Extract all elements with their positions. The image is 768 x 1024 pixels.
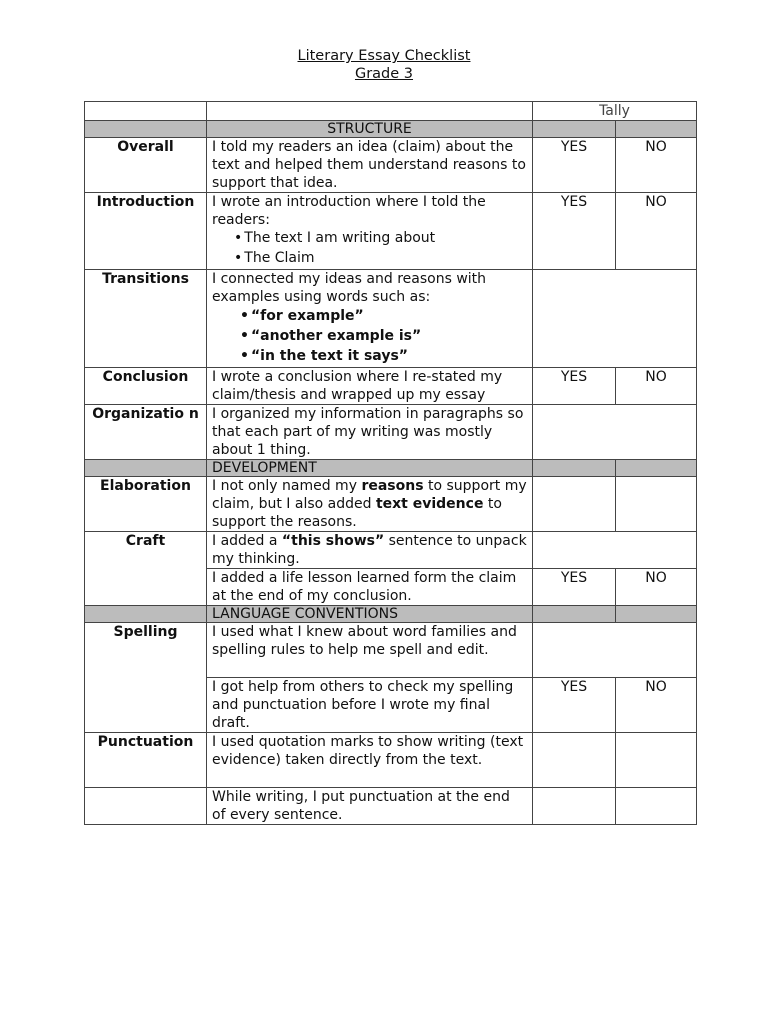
- subtitle-text: Grade 3: [354, 66, 414, 82]
- text-run-bold: reasons: [361, 478, 424, 494]
- introduction-bullet-list: [212, 229, 527, 267]
- table-row: [85, 532, 697, 569]
- no-cell[interactable]: NO: [616, 138, 697, 193]
- table-row: [85, 193, 697, 270]
- section-cell-empty: [85, 460, 207, 477]
- item-craft-1: [207, 532, 533, 569]
- category-punctuation: Punctuation: [85, 733, 207, 788]
- tally-cell-empty[interactable]: [533, 477, 616, 532]
- item-transitions-text: I connected my ideas and reasons with examples using words such as:: [212, 271, 487, 305]
- section-cell-empty: [533, 606, 616, 623]
- table-row: [85, 623, 697, 678]
- tally-cell-empty[interactable]: [533, 788, 616, 825]
- section-row-language: [85, 606, 697, 623]
- section-label-structure: STRUCTURE: [207, 121, 533, 138]
- section-cell-empty: [616, 121, 697, 138]
- tally-cell-empty[interactable]: [533, 405, 697, 460]
- yes-cell[interactable]: YES: [533, 138, 616, 193]
- list-item: • The Claim: [212, 249, 527, 267]
- item-craft-2: I added a life lesson learned form the claim at the end of my conclusion.: [207, 569, 533, 606]
- text-run: I added a: [212, 533, 282, 549]
- checklist-table: [84, 101, 697, 825]
- section-label-development: DEVELOPMENT: [207, 460, 533, 477]
- no-cell[interactable]: NO: [616, 193, 697, 270]
- title-text: Literary Essay Checklist: [297, 48, 471, 64]
- list-item: • “in the text it says”: [212, 346, 527, 366]
- table-row: [85, 477, 697, 532]
- category-overall: Overall: [85, 138, 207, 193]
- header-cell-empty: [85, 102, 207, 121]
- section-cell-empty: [533, 460, 616, 477]
- transitions-bullet-list: [212, 306, 527, 366]
- item-elaboration: [207, 477, 533, 532]
- no-cell[interactable]: NO: [616, 569, 697, 606]
- tally-cell-empty[interactable]: [616, 477, 697, 532]
- table-row: [85, 405, 697, 460]
- item-organization: I organized my information in paragraphs so that each part of my writing was mostly about 1 thing.: [207, 405, 533, 460]
- item-punctuation-2: While writing, I put punctuation at the end of every sentence.: [207, 788, 533, 825]
- list-item: • “for example”: [212, 306, 527, 326]
- item-overall: I told my readers an idea (claim) about the text and helped them understand reasons to support that idea.: [207, 138, 533, 193]
- page-title: [0, 47, 768, 65]
- section-cell-empty: [616, 606, 697, 623]
- text-run: sentence to unpack my thinking.: [212, 533, 527, 567]
- tally-cell-empty[interactable]: [616, 788, 697, 825]
- text-run: to support the reasons.: [212, 496, 502, 530]
- header-cell-empty: [207, 102, 533, 121]
- table-row: [85, 138, 697, 193]
- tally-cell-empty[interactable]: [533, 532, 697, 569]
- list-item: • “another example is”: [212, 326, 527, 346]
- table-row: [85, 270, 697, 368]
- category-introduction: Introduction: [85, 193, 207, 270]
- item-transitions: [207, 270, 533, 368]
- page-subtitle: [0, 65, 768, 83]
- item-spelling-2: I got help from others to check my spelling and punctuation before I wrote my final draft.: [207, 678, 533, 733]
- tally-cell-empty[interactable]: [533, 733, 616, 788]
- category-organization: Organizatio n: [85, 405, 207, 460]
- category-transitions: Transitions: [85, 270, 207, 368]
- section-row-development: [85, 460, 697, 477]
- item-introduction: [207, 193, 533, 270]
- tally-header: Tally: [533, 102, 697, 121]
- item-introduction-text: I wrote an introduction where I told the readers:: [212, 194, 486, 228]
- section-label-language: LANGUAGE CONVENTIONS: [207, 606, 533, 623]
- item-spelling-1: I used what I knew about word families and spelling rules to help me spell and edit.: [207, 623, 533, 678]
- table-row: [85, 733, 697, 788]
- category-craft: Craft: [85, 532, 207, 606]
- list-item: • The text I am writing about: [212, 229, 527, 247]
- item-punctuation-1: I used quotation marks to show writing (text evidence) taken directly from the text.: [207, 733, 533, 788]
- yes-cell[interactable]: YES: [533, 368, 616, 405]
- yes-cell[interactable]: YES: [533, 678, 616, 733]
- tally-header-row: [85, 102, 697, 121]
- section-cell-empty: [533, 121, 616, 138]
- text-run-bold: “this shows”: [281, 533, 385, 549]
- text-run-bold: text evidence: [375, 496, 484, 512]
- category-empty: [85, 788, 207, 825]
- tally-cell-empty[interactable]: [616, 733, 697, 788]
- text-run: to support my claim, but I also added: [212, 478, 527, 512]
- item-conclusion: I wrote a conclusion where I re-stated my claim/thesis and wrapped up my essay: [207, 368, 533, 405]
- section-row-structure: [85, 121, 697, 138]
- yes-cell[interactable]: YES: [533, 193, 616, 270]
- category-spelling: Spelling: [85, 623, 207, 733]
- section-cell-empty: [616, 460, 697, 477]
- no-cell[interactable]: NO: [616, 368, 697, 405]
- no-cell[interactable]: NO: [616, 678, 697, 733]
- table-row: [85, 368, 697, 405]
- text-run: I not only named my: [212, 478, 362, 494]
- category-conclusion: Conclusion: [85, 368, 207, 405]
- tally-cell-empty[interactable]: [533, 270, 697, 368]
- tally-cell-empty[interactable]: [533, 623, 697, 678]
- section-cell-empty: [85, 121, 207, 138]
- yes-cell[interactable]: YES: [533, 569, 616, 606]
- section-cell-empty: [85, 606, 207, 623]
- category-elaboration: Elaboration: [85, 477, 207, 532]
- table-row: [85, 788, 697, 825]
